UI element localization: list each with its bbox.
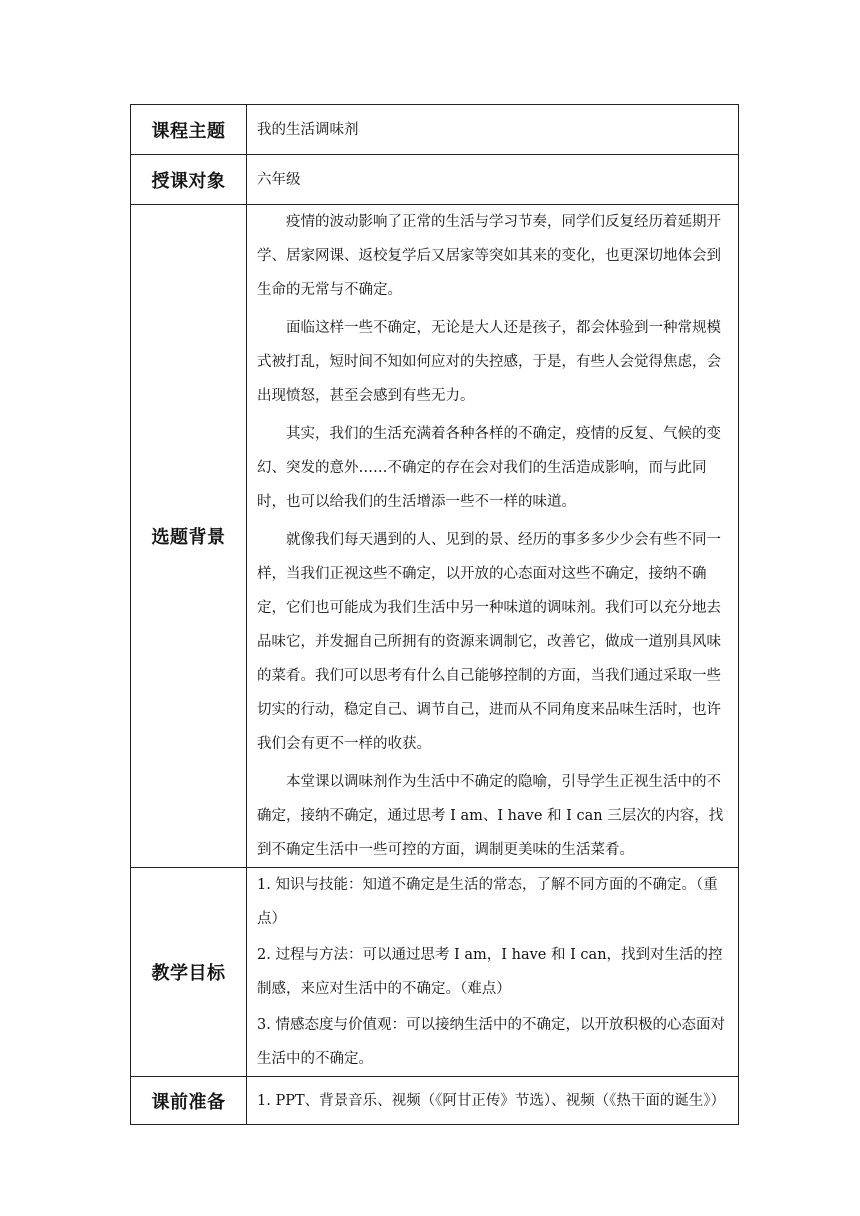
topic-label: 课程主题 — [131, 105, 247, 155]
lesson-plan-table — [130, 104, 739, 1125]
background-paragraph: 面临这样一些不确定，无论是大人还是孩子，都会体验到一种常规模式被打乱，短时间不知如何应对的失控感，于是，有些人会觉得焦虑，会出现愤怒，甚至会感到有些无力。 — [257, 320, 721, 404]
objective-item: 2. 过程与方法：可以通过思考 I am，I have 和 I can，找到对生活的控制感，来应对生活中的不确定。（难点） — [257, 947, 723, 997]
preparation-value: 1. PPT、背景音乐、视频（《阿甘正传》节选）、视频（《热干面的诞生》） — [247, 1077, 739, 1125]
background-content — [247, 205, 739, 868]
row-topic — [131, 105, 739, 155]
audience-value: 六年级 — [247, 155, 739, 205]
preparation-label: 课前准备 — [131, 1077, 247, 1125]
background-paragraph: 就像我们每天遇到的人、见到的景、经历的事多多少少会有些不同一样，当我们正视这些不确定，以开放的心态面对这些不确定，接纳不确定，它们也可能成为我们生活中另一种味道的调味剂。我们可以充分地去品味它，并发掘自己所拥有的资源来调制它，改善它，做成一道别具风味的菜肴。我们可以思考有什么自己能够控制的方面，当我们通过采取一些切实的行动，稳定自己、调节自己，进而从不同角度来品味生活时，也许我们会有更不一样的收获。 — [257, 532, 721, 752]
objectives-label: 教学目标 — [131, 868, 247, 1077]
objective-item: 3. 情感态度与价值观：可以接纳生活中的不确定，以开放积极的心态面对生活中的不确定。 — [257, 1017, 725, 1067]
row-objectives — [131, 868, 739, 1077]
audience-label: 授课对象 — [131, 155, 247, 205]
row-audience — [131, 155, 739, 205]
background-label: 选题背景 — [131, 205, 247, 868]
objective-item: 1. 知识与技能：知道不确定是生活的常态，了解不同方面的不确定。（重点） — [257, 877, 718, 927]
topic-value: 我的生活调味剂 — [247, 105, 739, 155]
background-paragraph: 其实，我们的生活充满着各种各样的不确定，疫情的反复、气候的变幻、突发的意外……不确定的存在会对我们的生活造成影响，而与此同时，也可以给我们的生活增添一些不一样的味道。 — [257, 426, 721, 510]
background-paragraph: 疫情的波动影响了正常的生活与学习节奏，同学们反复经历着延期开学、居家网课、返校复学后又居家等突如其来的变化，也更深切地体会到生命的无常与不确定。 — [257, 214, 721, 298]
row-background — [131, 205, 739, 868]
objectives-content — [247, 868, 739, 1077]
row-preparation — [131, 1077, 739, 1125]
background-paragraph: 本堂课以调味剂作为生活中不确定的隐喻，引导学生正视生活中的不确定，接纳不确定，通过思考 I am、I have 和 I can 三层次的内容，找到不确定生活中一些可控的方面，调制更美味的生活菜肴。 — [257, 774, 724, 858]
